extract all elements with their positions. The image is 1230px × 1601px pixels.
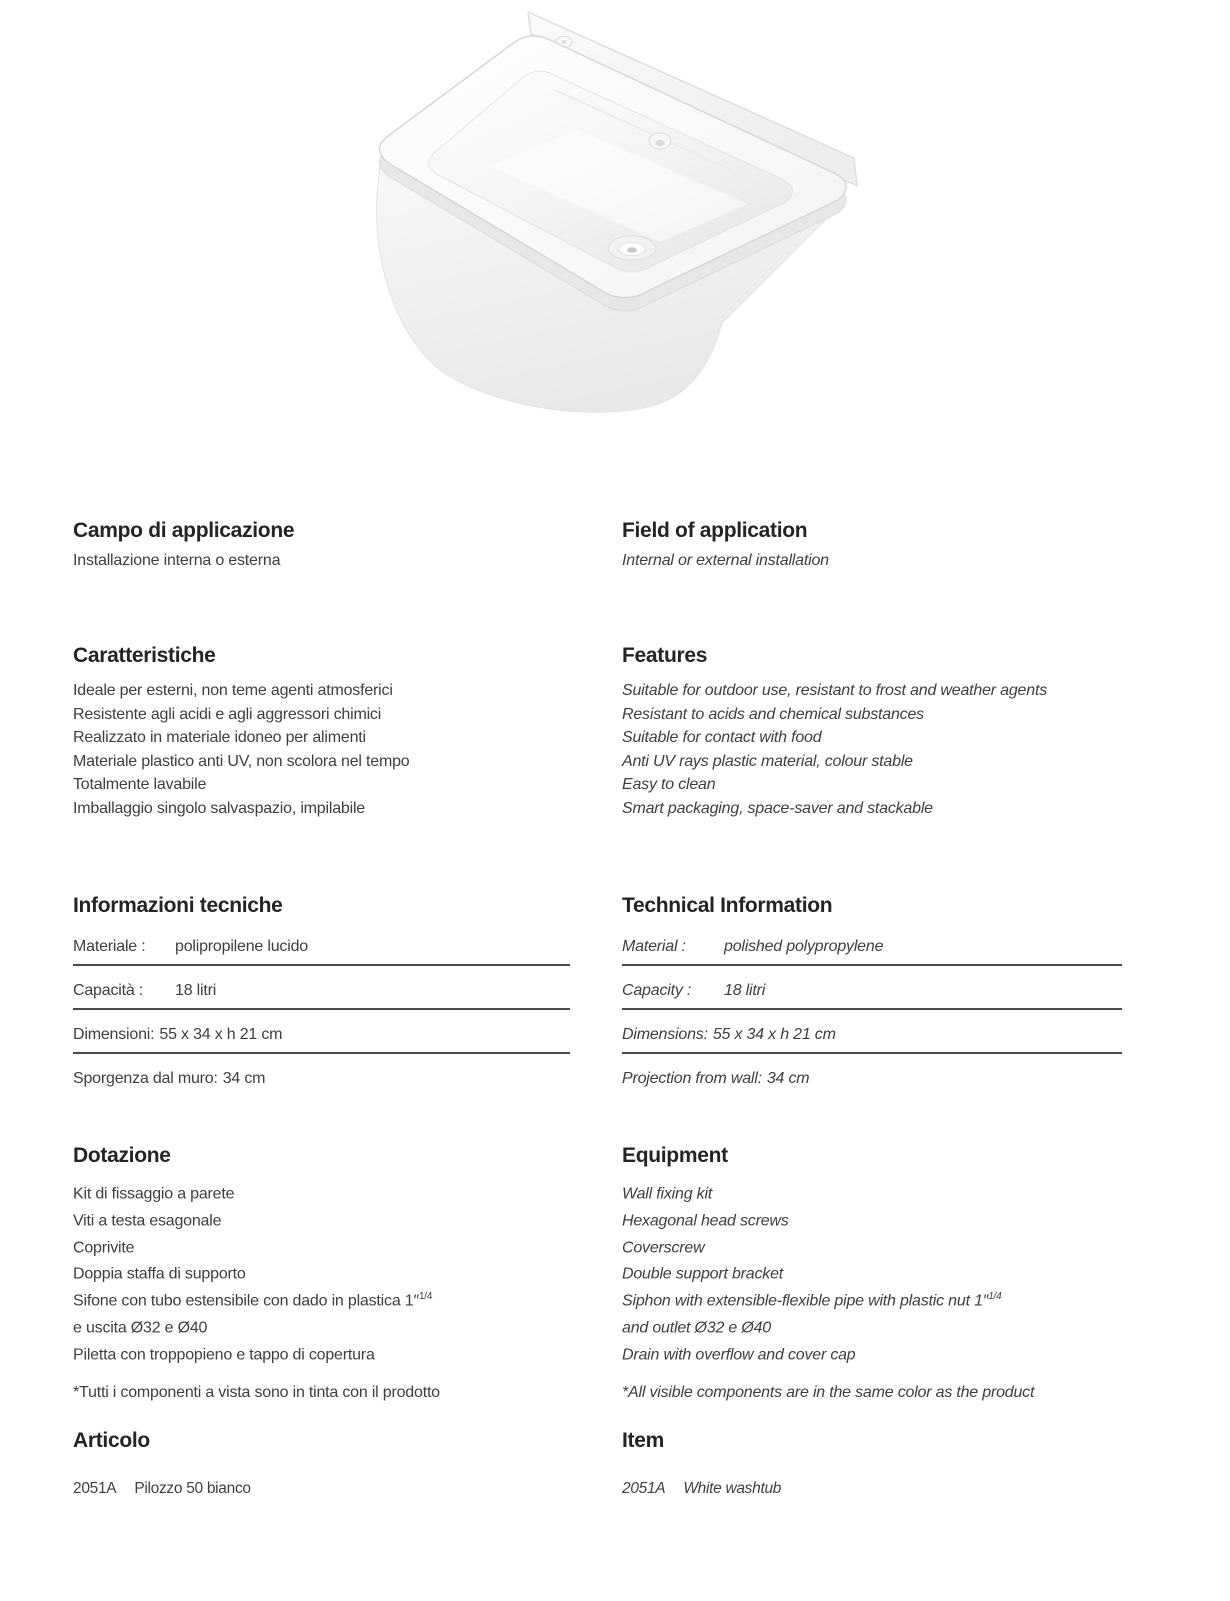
application-body-en: Internal or external installation	[622, 552, 829, 569]
feature-item: Suitable for contact with food	[622, 729, 822, 746]
washtub-overflow-hole	[649, 133, 671, 149]
equipment-heading-en: Equipment	[622, 1144, 728, 1167]
tech-row-dimensions: Dimensioni: 55 x 34 x h 21 cm	[73, 1024, 570, 1054]
section-technical	[73, 893, 1122, 1110]
article-code: 2051A	[622, 1480, 666, 1497]
equipment-note-it: *Tutti i componenti a vista sono in tinta con il prodotto	[73, 1383, 440, 1401]
washtub-drain	[608, 236, 656, 260]
article-name: Pilozzo 50 bianco	[134, 1480, 251, 1497]
technical-heading-it: Informazioni tecniche	[73, 894, 283, 917]
feature-item: Easy to clean	[622, 776, 716, 793]
article-code: 2051A	[73, 1480, 117, 1497]
equipment-item: Sifone con tubo estensibile con dado in plastica 1″$^{1/4}$	[73, 1291, 433, 1310]
tech-row-material: Material : polished polypropylene	[622, 936, 1122, 966]
tech-row-capacity: Capacity : 18 litri	[622, 980, 1122, 1010]
section-application	[73, 518, 1122, 570]
tech-row-projection: Sporgenza dal muro: 34 cm	[73, 1070, 266, 1087]
equipment-item: Hexagonal head screws	[622, 1212, 789, 1230]
equipment-item: Double support bracket	[622, 1265, 784, 1283]
application-heading-it: Campo di applicazione	[73, 519, 295, 542]
equipment-item: Piletta con troppopieno e tappo di copertura	[73, 1346, 375, 1364]
equipment-item: Viti a testa esagonale	[73, 1212, 222, 1230]
application-body-it: Installazione interna o esterna	[73, 552, 281, 569]
feature-item: Resistant to acids and chemical substances	[622, 705, 924, 723]
section-article	[73, 1428, 1122, 1498]
tech-row-capacity: Capacità : 18 litri	[73, 980, 570, 1010]
feature-item: Imballaggio singolo salvaspazio, impilabile	[73, 799, 366, 817]
article-heading-it: Articolo	[73, 1429, 150, 1452]
technical-heading-en: Technical Information	[622, 894, 833, 917]
section-features	[73, 643, 1122, 820]
features-heading-en: Features	[622, 644, 708, 667]
feature-item: Anti UV rays plastic material, colour stable	[622, 752, 913, 770]
equipment-item: Siphon with extensible-flexible pipe with plastic nut 1″$^{1/4}$	[622, 1291, 1002, 1310]
feature-item: Totalmente lavabile	[73, 776, 207, 793]
section-equipment	[73, 1143, 1122, 1402]
features-heading-it: Caratteristiche	[73, 644, 216, 667]
feature-item: Suitable for outdoor use, resistant to frost and weather agents	[622, 682, 1047, 699]
feature-item: Resistente agli acidi e agli aggressori chimici	[73, 705, 382, 723]
feature-item: Materiale plastico anti UV, non scolora nel tempo	[73, 752, 410, 770]
feature-item: Smart packaging, space-saver and stackable	[622, 799, 933, 817]
equipment-item: Doppia staffa di supporto	[73, 1265, 246, 1283]
product-photo-washtub	[340, 8, 900, 418]
article-line-it	[73, 1480, 570, 1498]
tech-row-material: Materiale : polipropilene lucido	[73, 936, 570, 966]
equipment-item: e uscita Ø32 e Ø40	[73, 1319, 208, 1337]
equipment-item: and outlet Ø32 e Ø40	[622, 1319, 772, 1337]
equipment-item: Coverscrew	[622, 1238, 705, 1256]
equipment-heading-it: Dotazione	[73, 1144, 171, 1167]
feature-item: Realizzato in materiale idoneo per alimenti	[73, 729, 366, 746]
equipment-item: Kit di fissaggio a parete	[73, 1185, 235, 1203]
article-name: White washtub	[683, 1480, 782, 1497]
article-heading-en: Item	[622, 1429, 664, 1452]
article-line-en	[622, 1480, 1122, 1498]
equipment-item: Drain with overflow and cover cap	[622, 1346, 856, 1364]
tech-row-projection: Projection from wall: 34 cm	[622, 1070, 810, 1087]
tech-row-dimensions: Dimensions: 55 x 34 x h 21 cm	[622, 1024, 1122, 1054]
equipment-item: Coprivite	[73, 1238, 135, 1256]
equipment-note-en: *All visible components are in the same color as the product	[622, 1383, 1035, 1401]
feature-item: Ideale per esterni, non teme agenti atmosferici	[73, 682, 393, 699]
application-heading-en: Field of application	[622, 519, 808, 542]
equipment-item: Wall fixing kit	[622, 1185, 713, 1203]
